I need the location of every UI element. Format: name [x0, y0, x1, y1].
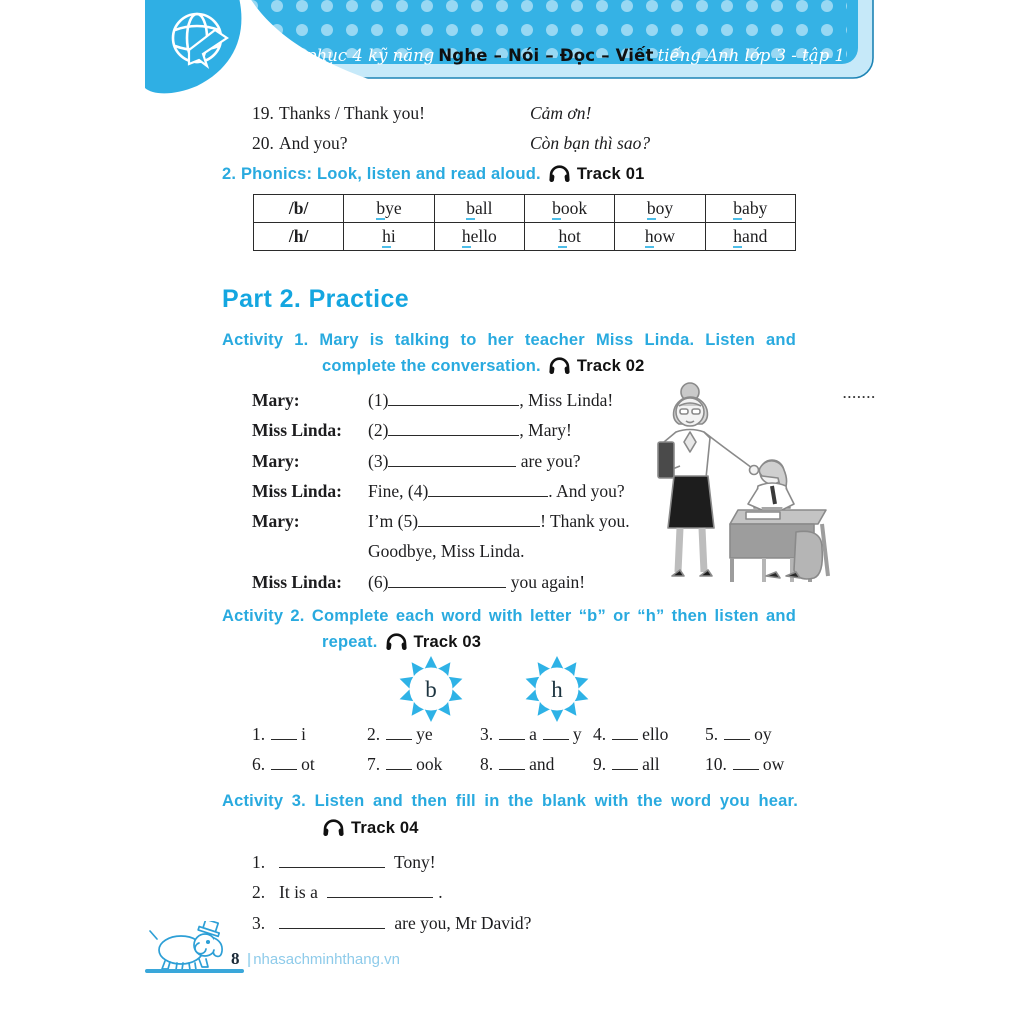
conversation-line: Miss Linda: (2) , Mary! [252, 415, 672, 445]
fill-word-item: 1. i [252, 719, 367, 749]
fill-blank [418, 509, 540, 528]
activity1-heading-line1: Activity 1. Mary is talking to her teacher Miss Linda. Listen and [222, 331, 796, 349]
fill-blank [612, 752, 638, 771]
fill-blank [733, 752, 759, 771]
fill-blank [388, 388, 519, 407]
footer-rule [145, 969, 244, 973]
fill-blank [388, 418, 519, 437]
word-cell: book [524, 195, 614, 223]
speaker-label [252, 536, 368, 566]
conversation [252, 385, 672, 597]
activity2-items [252, 719, 852, 779]
fill-sentence-item: 2. It is a . [252, 877, 752, 907]
fill-word-item: 4. ello [593, 719, 705, 749]
fill-word-item: 2. ye [367, 719, 480, 749]
word-cell: how [615, 223, 705, 251]
activity2-heading-line1: Activity 2. Complete each word with letter “b” or “h” then listen and [222, 607, 796, 625]
speaker-label: Miss Linda: [252, 420, 342, 441]
book-title [251, 46, 871, 66]
track-label: Track 02 [576, 356, 645, 375]
track-03 [385, 632, 482, 652]
fill-blank [428, 478, 548, 497]
phonics-heading-text: 2. Phonics: Look, listen and read aloud. [222, 164, 541, 183]
speaker-label: Mary: [252, 390, 300, 410]
fill-word-item: 6. ot [252, 749, 367, 779]
vocab-number: 19. [252, 103, 274, 123]
fill-blank [499, 752, 525, 771]
vocab-english: Thanks / Thank you! [279, 103, 425, 123]
vocab-list [252, 98, 852, 158]
activity1-heading-line2: complete the conversation. Track 02 [322, 356, 645, 375]
headphones-icon [322, 818, 345, 838]
vocab-vietnamese: Cảm ơn! [530, 103, 592, 123]
fill-sentence-item: 1. Tony! [252, 847, 752, 877]
vocab-number: 20. [252, 133, 274, 153]
fill-word-item: 7. ook [367, 749, 480, 779]
headphones-icon [548, 164, 571, 184]
margin-dots: ....... [843, 386, 877, 401]
fill-blank [386, 722, 412, 741]
activity3-heading: Activity 3. Listen and then fill in the blank with the word you hear. [222, 792, 798, 810]
headphones-icon [548, 356, 571, 376]
speaker-label: Miss Linda: [252, 480, 342, 501]
vocab-row [252, 98, 852, 128]
vocab-vietnamese: Còn bạn thì sao? [530, 133, 651, 153]
fill-word-item: 9. all [593, 749, 705, 779]
speaker-label: Mary: [252, 450, 300, 471]
fill-blank [724, 722, 750, 741]
footer-divider: | [247, 951, 252, 968]
headphones-icon [385, 632, 408, 652]
activity2-heading-line2: repeat. Track 03 [322, 632, 482, 651]
page-number: 8 [231, 949, 240, 968]
fill-blank [612, 722, 638, 741]
fill-blank [327, 880, 433, 899]
fill-blank [271, 752, 297, 771]
conversation-line: Mary: I’m (5) ! Thank you. [252, 506, 672, 536]
phonics-heading [222, 164, 644, 184]
word-cell: ball [434, 195, 524, 223]
track-label: Track 01 [576, 164, 645, 183]
conversation-line: Miss Linda: (6) you again! [252, 567, 672, 597]
fill-blank [388, 569, 506, 588]
sun-badge-b [396, 654, 466, 729]
conversation-line: Miss Linda: Fine, (4) . And you? [252, 476, 672, 506]
fill-blank [271, 722, 297, 741]
fill-word-item: 5. oy [705, 719, 852, 749]
conversation-line: Goodbye, Miss Linda. [252, 536, 672, 566]
track-label: Track 04 [351, 818, 419, 837]
sun-badge-h [522, 654, 592, 729]
part2-title: Part 2. Practice [222, 285, 410, 313]
teacher-student-illustration [646, 380, 838, 593]
vocab-row [252, 128, 852, 158]
word-cell: bye [344, 195, 434, 223]
word-cell: hi [344, 223, 434, 251]
fill-blank [388, 448, 516, 467]
fill-word-item: 8. and [480, 749, 593, 779]
speaker-label: Mary: [252, 511, 300, 532]
sound-cell: /b/ [254, 195, 344, 223]
word-cell: hand [705, 223, 795, 251]
track-04 [322, 818, 419, 838]
phonics-table [253, 194, 796, 251]
book-title-part1: Chinh phục 4 kỹ năng [251, 46, 435, 65]
book-title-skills: Nghe – Nói – Đọc – Viết [438, 46, 654, 65]
speaker-label: Miss Linda: [252, 571, 342, 592]
conversation-line: Mary: (1) , Miss Linda! [252, 385, 672, 415]
site-url: nhasachminhthang.vn [253, 951, 400, 968]
track-01 [548, 164, 645, 184]
sun-letter-b: b [425, 677, 437, 702]
activity3-track-line [322, 818, 419, 838]
book-title-part2: tiếng Anh lớp 3 - tập 1 [657, 46, 845, 65]
word-cell: boy [615, 195, 705, 223]
track-02 [548, 356, 645, 376]
fill-sentence-item: 3. are you, Mr David? [252, 908, 752, 938]
fill-blank [499, 722, 525, 741]
fill-word-item: 3. a y [480, 719, 593, 749]
fill-blank [386, 752, 412, 771]
word-cell: hot [524, 223, 614, 251]
fill-blank [279, 910, 385, 929]
word-cell: hello [434, 223, 524, 251]
publisher-site [247, 951, 400, 968]
table-row-b [254, 195, 796, 223]
activity3-items [252, 847, 752, 938]
track-label: Track 03 [413, 632, 482, 651]
word-cell: baby [705, 195, 795, 223]
fill-word-item: 10. ow [705, 749, 852, 779]
table-row-h [254, 223, 796, 251]
fill-blank [279, 850, 385, 869]
fill-blank [543, 722, 569, 741]
vocab-english: And you? [279, 133, 348, 153]
conversation-line: Mary: (3) are you? [252, 446, 672, 476]
sound-cell: /h/ [254, 223, 344, 251]
sun-letter-h: h [551, 677, 563, 702]
